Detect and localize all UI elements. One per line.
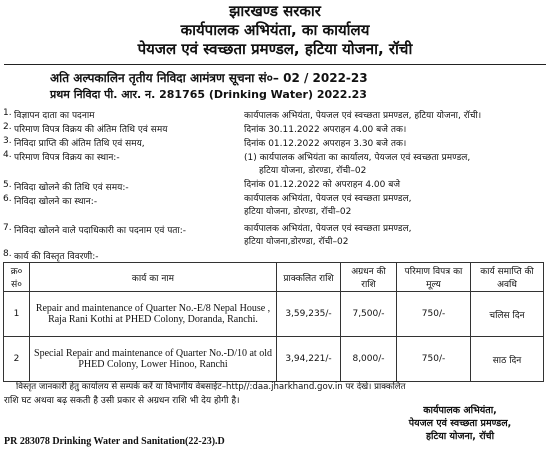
detail-label: कार्य की विस्तृत विवरणी:- (14, 252, 99, 262)
signature-block (380, 405, 540, 443)
column-header-earnest-money: अग्रधन की राशि (341, 263, 397, 292)
cell-estimate: 3,59,235/- (277, 292, 341, 337)
column-header-document-cost: परिमाण विपत्र का मूल्य (397, 263, 471, 292)
column-header-completion-period: कार्य समाप्ति की अवधि (471, 263, 544, 292)
cell-earnest-money: 8,000/- (341, 337, 397, 382)
detail-label: निविदा खोलने की तिथि एवं समय:- (14, 183, 129, 193)
header-divider (4, 64, 546, 65)
detail-value: दिनांक 01.12.2022 को अपराहन 4.00 बजे (244, 180, 401, 190)
signature-designation: कार्यपालक अभियंता, (423, 405, 497, 416)
works-table (3, 262, 544, 382)
detail-number: 3. (3, 136, 12, 146)
notice-subtitle: प्रथम निविदा पी. आर. न. 281765 (Drinking Water) 2022.23 (50, 88, 367, 101)
detail-value-continued: हटिया योजना, डोरण्डा, रॉची–02 (259, 166, 367, 176)
table-header-row (4, 263, 544, 292)
detail-value: कार्यपालक अभियंता, पेयजल एवं स्वच्छता प्रमण्डल, (244, 224, 412, 234)
detail-number: 2. (3, 122, 12, 132)
cell-estimate: 3,94,221/- (277, 337, 341, 382)
detail-label: परिमाण विपत्र विक्रय का स्थान:- (14, 153, 120, 163)
column-header-serial: क्र० सं० (4, 263, 30, 292)
detail-value-continued: हटिया योजना,डोरण्डा, रॉची–02 (244, 237, 349, 247)
pr-number: PR 283078 Drinking Water and Sanitation(22-23).D (4, 436, 225, 447)
column-header-estimate: प्राक्कलित राशि (277, 263, 341, 292)
table-row (4, 337, 544, 382)
cell-completion-period: चलिस दिन (471, 292, 544, 337)
notice-title: अति अल्पकालिन तृतीय निविदा आमंत्रण सूचना सं०– 02 / 2022-23 (50, 71, 368, 85)
cell-document-cost: 750/- (397, 337, 471, 382)
cell-work-name: Special Repair and maintenance of Quarter No.-D/10 at old PHED Colony, Lower Hinoo, Ranchi (30, 337, 277, 382)
cell-serial: 2 (4, 337, 30, 382)
detail-value-continued: हटिया योजना, डोरण्डा, रॉची–02 (244, 207, 352, 217)
detail-number: 6. (3, 194, 12, 204)
footer-note-continued: राशि घट अथवा बढ़ सकती है उसी प्रकार से अग्रधन राशि भी देय होगी है। (4, 396, 240, 406)
detail-value: दिनांक 01.12.2022 अपराहन 3.30 बजे तक। (244, 139, 407, 149)
cell-earnest-money: 7,500/- (341, 292, 397, 337)
detail-number: 8. (3, 249, 12, 259)
detail-number: 7. (3, 223, 12, 233)
detail-value: (1) कार्यपालक अभियंता का कार्यालय, पेयजल एवं स्वच्छता प्रमण्डल, (244, 153, 471, 163)
detail-value: कार्यपालक अभियंता, पेयजल एवं स्वच्छता प्रमण्डल, हटिया योजना, रॉची। (244, 111, 482, 121)
office-title: कार्यपालक अभियंता, का कार्यालय (180, 21, 370, 39)
detail-label: विज्ञापन दाता का पदनाम (14, 111, 95, 121)
detail-label: निविदा खोलने वाले पदाधिकारी का पदनाम एवं पता:- (14, 226, 187, 236)
government-title: झारखण्ड सरकार (229, 2, 321, 20)
detail-value: कार्यपालक अभियंता, पेयजल एवं स्वच्छता प्रमण्डल, (244, 194, 412, 204)
detail-number: 4. (3, 150, 12, 160)
detail-label: निविदा खोलने का स्थान:- (14, 197, 98, 207)
detail-number: 1. (3, 108, 12, 118)
signature-division: पेयजल एवं स्वच्छता प्रमण्डल, (408, 417, 512, 429)
cell-serial: 1 (4, 292, 30, 337)
column-header-work-name: कार्य का नाम (30, 263, 277, 292)
table-row (4, 292, 544, 337)
detail-number: 5. (3, 180, 12, 190)
detail-value: दिनांक 30.11.2022 अपराहन 4.00 बजे तक। (244, 125, 407, 135)
cell-document-cost: 750/- (397, 292, 471, 337)
signature-location: हटिया योजना, रॉची (425, 430, 495, 442)
footer-note: विस्तृत जानकारी हेतु कार्यालय से सम्पर्क करें या विभागीय वेबसाईट–http//:daa.jharkhand.gov.in पर देखे। प्राक्कलित (16, 382, 406, 392)
detail-label: निविदा प्राप्ति की अंतिम तिथि एवं समय, (14, 139, 145, 149)
cell-work-name: Repair and maintenance of Quarter No.-E/8 Nepal House , Raja Rani Kothi at PHED Colony, Doranda, Ranchi. (30, 292, 277, 337)
cell-completion-period: साठ दिन (471, 337, 544, 382)
division-title: पेयजल एवं स्वच्छता प्रमण्डल, हटिया योजना, रॉची (137, 40, 413, 58)
detail-label: परिमाण विपत्र विक्रय की अंतिम तिथि एवं समय (14, 125, 168, 135)
